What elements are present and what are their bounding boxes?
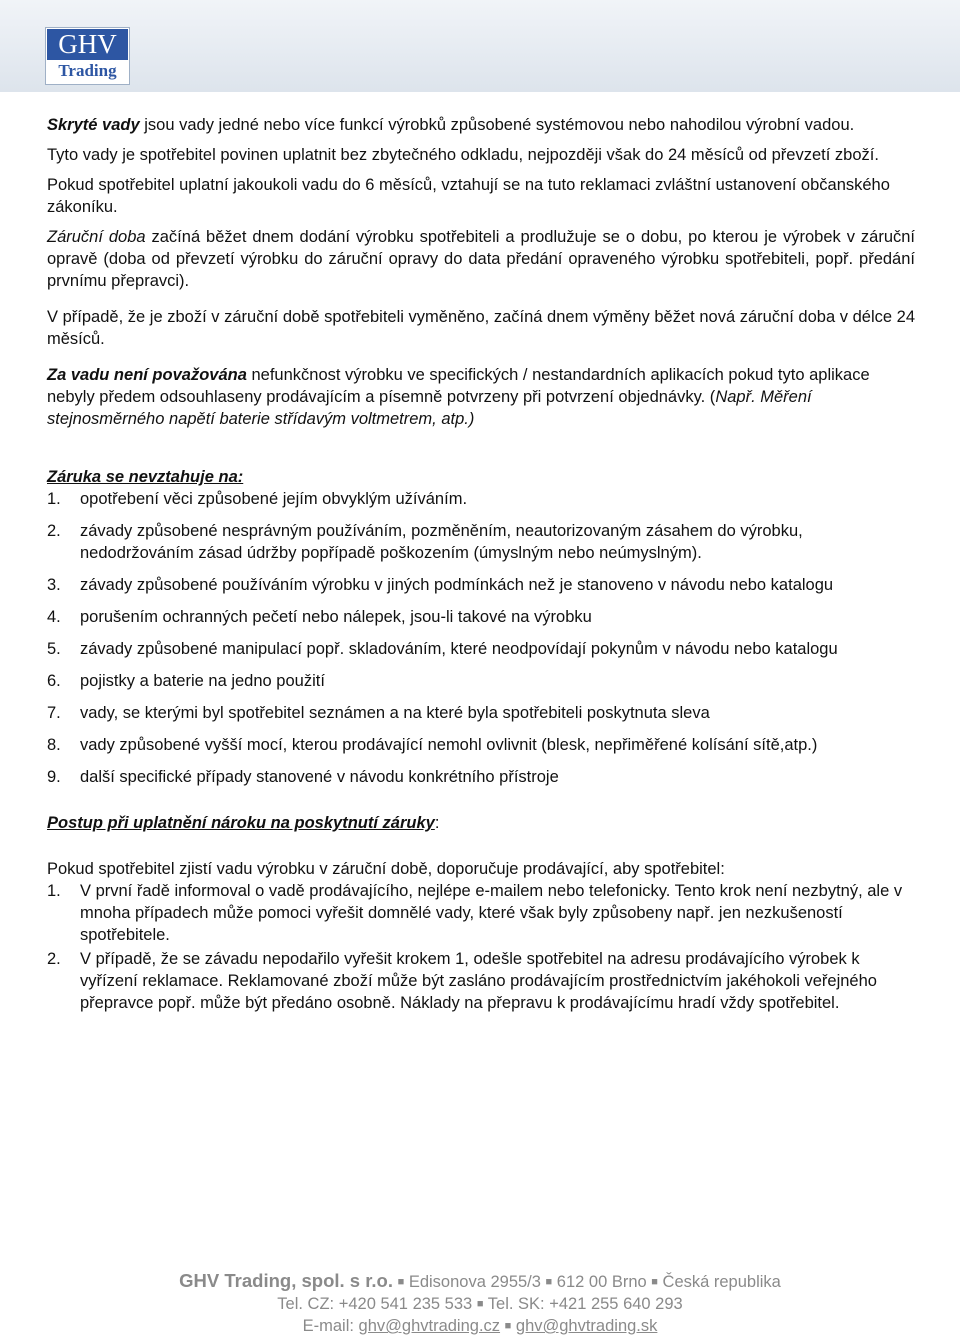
hidden-defects-term: Skryté vady [47, 116, 140, 134]
paragraph-not-a-defect [47, 364, 915, 430]
separator-square-icon: ■ [476, 1298, 484, 1310]
footer-address-line [0, 1270, 960, 1293]
footer-country: Česká republika [662, 1273, 781, 1291]
warranty-period-text: začíná běžet dnem dodání výrobku spotřebiteli a prodlužuje se o dobu, po kterou je výrobek v záruční opravě (doba od převzetí výrobku do záruční opravy do data předání opraveného výrobku spotřebiteli, popř. předání prvnímu přepravci). [47, 228, 916, 290]
list-item-text: V první řadě informoval o vadě prodávajícího, nejlépe e-mailem nebo telefonicky. Tento krok není nezbytný, ale v mnoha případech může pomoci vyřešit domnělé vady, které však byly způsobeny např. jen nezkušeností spotřebitele. [80, 882, 903, 944]
list-item [47, 766, 915, 788]
procedure-heading [47, 812, 915, 834]
list-item-text: pojistky a baterie na jedno použití [80, 672, 325, 690]
list-item [47, 734, 915, 756]
list-item-text: vady způsobené vyšší mocí, kterou prodávající nemohl ovlivnit (blesk, nepřiměřené kolísání sítě,atp.) [80, 736, 818, 754]
paragraph-warranty-period [47, 226, 915, 292]
paragraph-replacement: V případě, že je zboží v záruční době spotřebiteli vyměněno, začíná dnem výměny běžet nová záruční doba v délce 24 měsíců. [47, 308, 915, 348]
list-item-number: 1. [47, 882, 61, 900]
list-item-text: V případě, že se závadu nepodařilo vyřešit krokem 1, odešle spotřebitel na adresu prodávajícího výrobek k vyřízení reklamace. Reklamované zboží může být zasláno prodávajícím prostřednictvím jakéhokoli veřejného přepravce popř. může být předáno osobně. Náklady na přepravu k prodávajícímu hradí vždy spotřebitel. [80, 950, 877, 1012]
list-item-number: 3. [47, 576, 61, 594]
list-item-text: další specifické případy stanovené v návodu konkrétního přístroje [80, 768, 559, 786]
list-item [47, 488, 915, 510]
list-item [47, 638, 915, 660]
footer-city: 612 00 Brno [556, 1273, 647, 1291]
list-item [47, 880, 915, 946]
list-item-number: 7. [47, 704, 61, 722]
not-a-defect-text: nefunkčnost výrobku ve specifických / nestandardních aplikacích pokud tyto aplikace nebyly předem odsouhlaseny prodávajícím a písemně potvrzeny při potvrzení objednávky. ( [47, 366, 870, 406]
not-a-defect-term: Za vadu není považována [47, 366, 247, 384]
list-item [47, 606, 915, 628]
footer-company-name: GHV Trading, spol. s r.o. [179, 1270, 393, 1291]
list-item-text: opotřebení věci způsobené jejím obvyklým užíváním. [80, 490, 468, 508]
list-item-text: závady způsobené nesprávným používáním, pozměněním, neautorizovaným zásahem do výrobku, nedodržováním zásad údržby popřípadě poškozením (úmyslným nebo neúmyslným). [80, 522, 803, 562]
footer-email-label: E-mail: [302, 1317, 354, 1335]
list-item [47, 702, 915, 724]
procedure-list [47, 880, 915, 1014]
paragraph-hidden-defects [47, 114, 915, 136]
list-item-text: porušením ochranných pečetí nebo nálepek, jsou-li takové na výrobku [80, 608, 592, 626]
page-footer [0, 1270, 960, 1337]
list-item-number: 2. [47, 950, 61, 968]
ghv-trading-logo [45, 27, 130, 85]
warranty-period-term: Záruční doba [47, 228, 146, 246]
list-item [47, 520, 915, 564]
paragraph-claim-deadline: Tyto vady je spotřebitel povinen uplatnit bez zbytečného odkladu, nejpozději však do 24 měsíců od převzetí zboží. [47, 146, 879, 164]
not-a-defect-example: Např. Měření stejnosměrného napětí baterie střídavým voltmetrem, atp.) [47, 388, 812, 428]
list-item-text: závady způsobené manipulací popř. skladováním, které neodpovídají pokynům v návodu nebo katalogu [80, 640, 838, 658]
list-item [47, 948, 915, 1014]
logo-text-top: GHV [47, 29, 128, 60]
footer-phone-sk: Tel. SK: +421 255 640 293 [487, 1295, 683, 1313]
email-link-sk[interactable]: ghv@ghvtrading.sk [515, 1317, 658, 1335]
separator-square-icon: ■ [397, 1276, 405, 1288]
list-item [47, 574, 915, 596]
email-link-cz[interactable]: ghv@ghvtrading.cz [358, 1317, 501, 1335]
footer-phone-line [0, 1293, 960, 1315]
list-item-number: 6. [47, 672, 61, 690]
list-item-text: vady, se kterými byl spotřebitel seznámen a na které byla spotřebiteli poskytnuta sleva [80, 704, 710, 722]
procedure-heading-text: Postup při uplatnění nároku na poskytnutí záruky [47, 814, 435, 832]
list-item [47, 670, 915, 692]
list-item-number: 9. [47, 768, 61, 786]
list-item-number: 1. [47, 490, 61, 508]
exclusions-list [47, 488, 915, 788]
separator-square-icon: ■ [545, 1276, 553, 1288]
hidden-defects-text: jsou vady jedné nebo více funkcí výrobků způsobené systémovou nebo nahodilou výrobní vadou. [139, 116, 855, 134]
paragraph-six-months: Pokud spotřebitel uplatní jakoukoli vadu do 6 měsíců, vztahují se na tuto reklamaci zvláštní ustanovení občanského zákoníku. [47, 176, 890, 216]
list-item-text: závady způsobené používáním výrobku v jiných podmínkách než je stanoveno v návodu nebo katalogu [80, 576, 834, 594]
footer-street: Edisonova 2955/3 [408, 1273, 541, 1291]
separator-square-icon: ■ [651, 1276, 658, 1288]
footer-phone-cz: Tel. CZ: +420 541 235 533 [277, 1295, 473, 1313]
list-item-number: 8. [47, 736, 61, 754]
procedure-heading-colon: : [434, 814, 440, 832]
separator-square-icon: ■ [504, 1320, 512, 1332]
list-item-number: 5. [47, 640, 61, 658]
footer-email-line [0, 1315, 960, 1337]
list-item-number: 2. [47, 522, 61, 540]
exclusions-heading: Záruka se nevztahuje na: [47, 468, 244, 486]
page-header [0, 0, 960, 92]
document-body [47, 114, 915, 1014]
list-item-number: 4. [47, 608, 61, 626]
procedure-intro: Pokud spotřebitel zjistí vadu výrobku v záruční době, doporučuje prodávající, aby spotřebitel: [47, 860, 725, 878]
logo-text-bottom: Trading [47, 60, 128, 82]
